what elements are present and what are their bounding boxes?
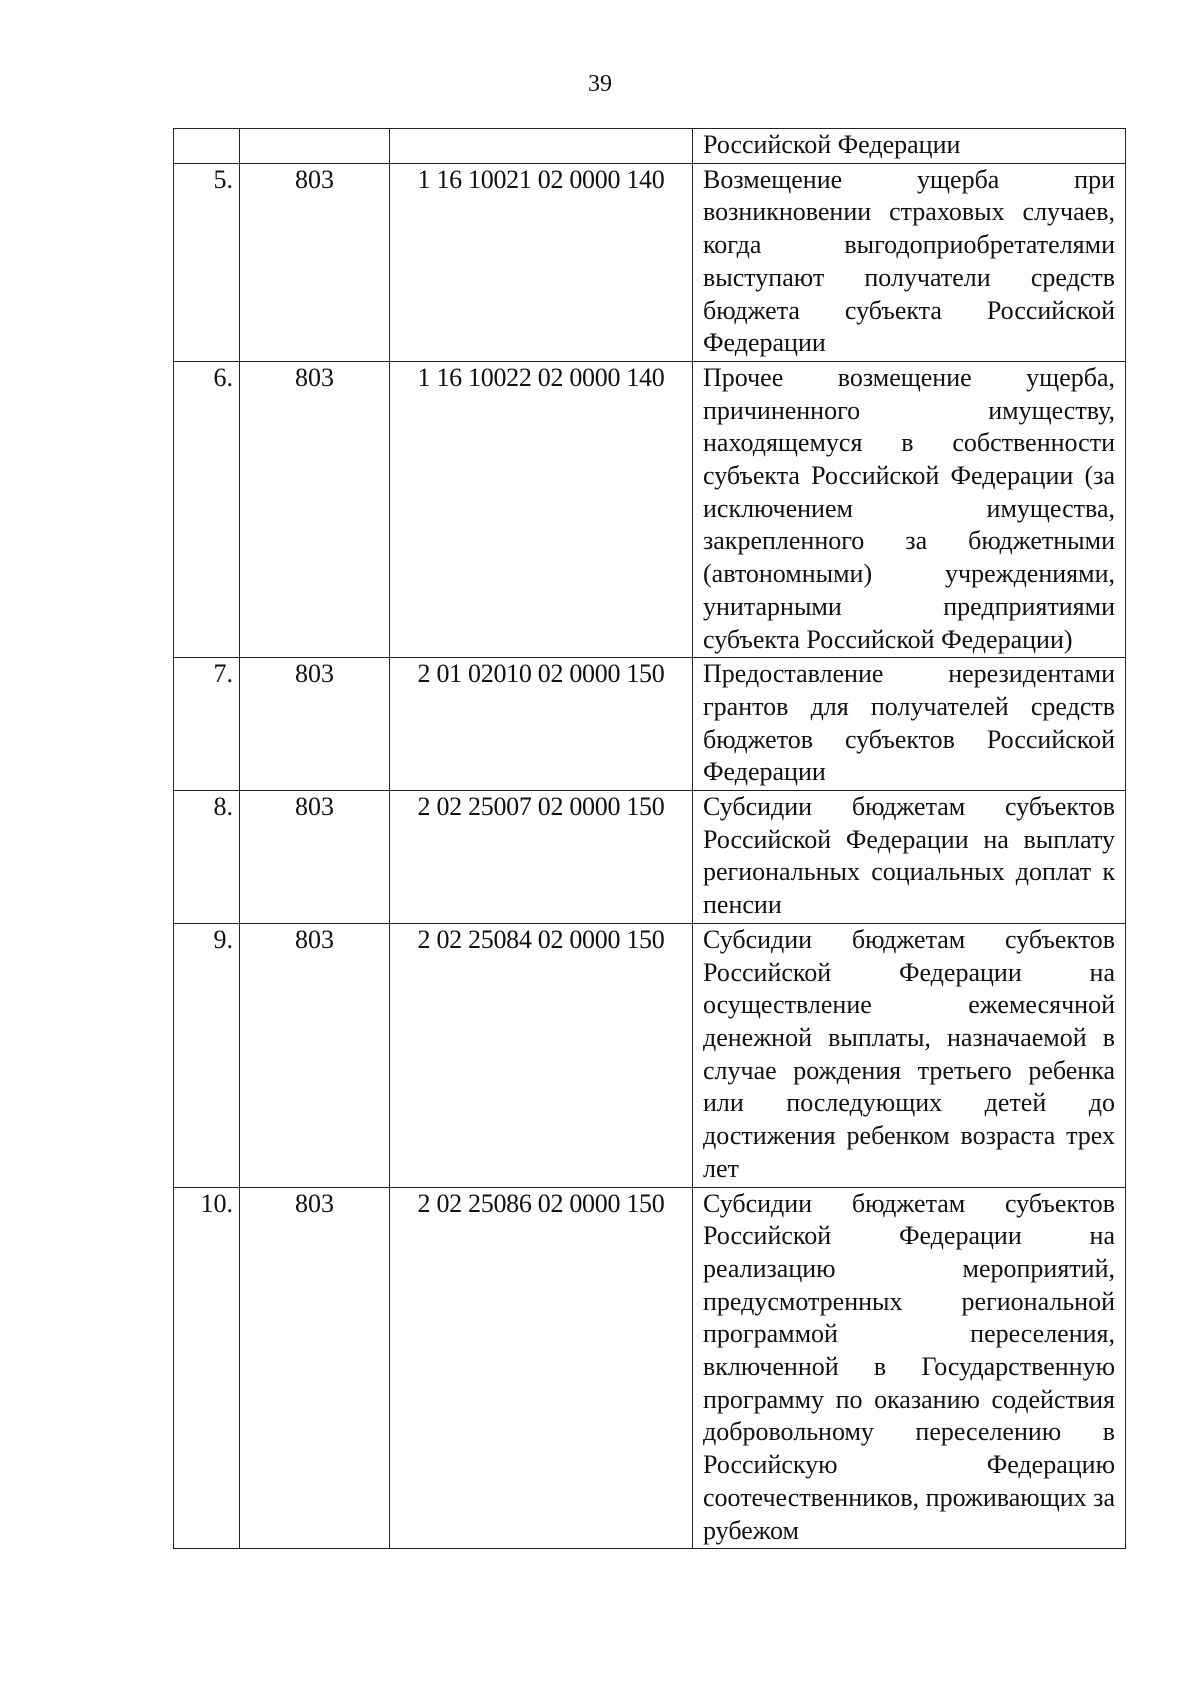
table-row	[174, 163, 1126, 361]
budget-classification-code: 1 16 10022 02 0000 140	[390, 361, 693, 657]
administrator-code: 803	[240, 658, 390, 791]
revenue-description: Предоставление нерезидентами грантов для получателей средств бюджетов субъектов Российской Федерации	[693, 658, 1126, 791]
row-number	[174, 129, 240, 164]
budget-classification-code: 1 16 10021 02 0000 140	[390, 163, 693, 361]
budget-classification-code: 2 02 25084 02 0000 150	[390, 923, 693, 1187]
row-number: 6.	[174, 361, 240, 657]
row-number: 8.	[174, 791, 240, 924]
administrator-code: 803	[240, 361, 390, 657]
budget-revenue-table	[173, 128, 1126, 1549]
row-number: 10.	[174, 1187, 240, 1549]
administrator-code	[240, 129, 390, 164]
administrator-code: 803	[240, 163, 390, 361]
row-number: 9.	[174, 923, 240, 1187]
revenue-description: Субсидии бюджетам субъектов Российской Федерации на выплату региональных социальных доплат к пенсии	[693, 791, 1126, 924]
budget-classification-code	[390, 129, 693, 164]
row-number: 5.	[174, 163, 240, 361]
administrator-code: 803	[240, 791, 390, 924]
budget-classification-code: 2 02 25086 02 0000 150	[390, 1187, 693, 1549]
budget-classification-code: 2 01 02010 02 0000 150	[390, 658, 693, 791]
table-row-continuation	[174, 129, 1126, 164]
row-number: 7.	[174, 658, 240, 791]
budget-classification-code: 2 02 25007 02 0000 150	[390, 791, 693, 924]
table-row	[174, 361, 1126, 657]
table-row	[174, 658, 1126, 791]
revenue-description: Возмещение ущерба при возникновении страховых случаев, когда выгодоприобретателями выступают получатели средств бюджета субъекта Российской Федерации	[693, 163, 1126, 361]
revenue-description: Субсидии бюджетам субъектов Российской Федерации на осуществление ежемесячной денежной выплаты, назначаемой в случае рождения третьего ребенка или последующих детей до достижения ребенком возраста трех лет	[693, 923, 1126, 1187]
revenue-description: Российской Федерации	[693, 129, 1126, 164]
revenue-description: Прочее возмещение ущерба, причиненного имуществу, находящемуся в собственности субъекта Российской Федерации (за исключением имущества, закрепленного за бюджетными (автономными) учреждениями, унитарными предприятиями субъекта Российской Федерации)	[693, 361, 1126, 657]
page-number: 39	[588, 71, 612, 97]
table-row	[174, 791, 1126, 924]
administrator-code: 803	[240, 923, 390, 1187]
administrator-code: 803	[240, 1187, 390, 1549]
table-row	[174, 923, 1126, 1187]
revenue-description: Субсидии бюджетам субъектов Российской Федерации на реализацию мероприятий, предусмотренных региональной программой переселения, включенной в Государственную программу по оказанию содействия добровольному переселению в Российскую Федерацию соотечественников, проживающих за рубежом	[693, 1187, 1126, 1549]
table-row	[174, 1187, 1126, 1549]
